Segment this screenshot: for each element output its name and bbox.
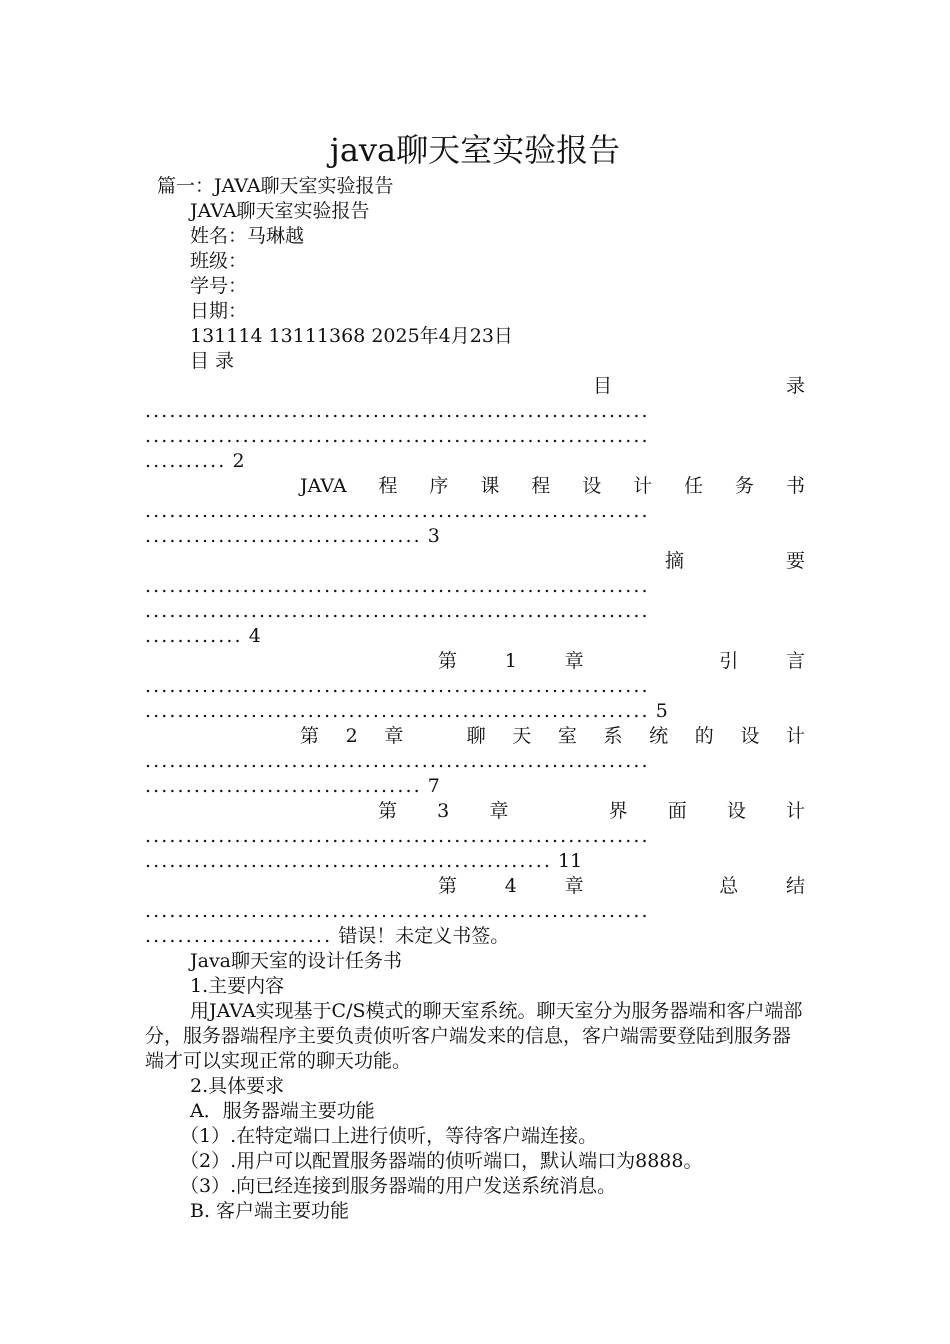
toc-dots-page: .................................. 7 <box>145 775 440 797</box>
toc-title-char: 目 <box>593 375 613 397</box>
toc-page-number: 2 <box>232 450 245 472</box>
student-id-line: 学号： <box>190 275 248 297</box>
toc-page-number: 4 <box>248 625 261 647</box>
toc-dots: .............................................................. <box>145 600 650 622</box>
toc-entry-title <box>593 374 805 399</box>
item-requirements: 2.具体要求 <box>190 1075 285 1097</box>
chapter-heading: 篇一：JAVA聊天室实验报告 <box>157 175 394 197</box>
date-line: 日期： <box>190 300 248 322</box>
item-server-functions: A．服务器端主要功能 <box>190 1100 375 1122</box>
toc-entry-title: 第 1 章 引 言 <box>438 650 805 672</box>
toc-dots: .............................................................. <box>145 575 650 597</box>
toc-title-char: 录 <box>785 375 805 397</box>
toc-entry-title: 第 2 章 聊 天 室 系 统 的 设 计 <box>300 725 805 747</box>
section-title: Java聊天室的设计任务书 <box>190 950 403 972</box>
item-client-functions: B. 客户端主要功能 <box>190 1200 350 1222</box>
toc-page-number: 11 <box>558 850 583 872</box>
name-line: 姓名：马琳越 <box>190 225 305 247</box>
toc-entry-title: 第 4 章 总 结 <box>438 875 805 897</box>
server-function-3: （3）.向已经连接到服务器端的用户发送系统消息。 <box>180 1175 617 1197</box>
report-title-line: JAVA聊天室实验报告 <box>190 200 370 222</box>
toc-page-number: 3 <box>427 525 440 547</box>
toc-page-number: 7 <box>427 775 440 797</box>
toc-entry-title: 摘 要 <box>665 550 805 572</box>
toc-dots: .............................................................. <box>145 900 650 922</box>
toc-dots-page: .............................................................. 5 <box>145 700 668 722</box>
document-title: java聊天室实验报告 <box>329 131 621 169</box>
toc-page-number: 错误！未定义书签。 <box>338 925 510 947</box>
server-function-1: （1）.在特定端口上进行侦听，等待客户端连接。 <box>180 1125 598 1147</box>
toc-dots-page: .................................................. 11 <box>145 850 583 872</box>
toc-dots-page: ....................... 错误！未定义书签。 <box>145 925 510 947</box>
toc-dots: .............................................................. <box>145 750 650 772</box>
paragraph-main-content: 用JAVA实现基于C/S模式的聊天室系统。聊天室分为服务器端和客户端部分，服务器端程序主要负责侦听客户端发来的信息，客户端需要登陆到服务器端才可以实现正常的聊天功能。 <box>145 1000 803 1072</box>
item-main-content: 1.主要内容 <box>190 975 285 997</box>
toc-dots: .............................................................. <box>145 825 650 847</box>
toc-entry-title: 第 3 章 界 面 设 计 <box>378 800 805 822</box>
id-date-values: 131114 13111368 2025年4月23日 <box>190 325 513 347</box>
toc-page-number: 5 <box>655 700 668 722</box>
toc-dots: .............................................................. <box>145 400 650 422</box>
toc-dots-page: ............ 4 <box>145 625 261 647</box>
toc-dots-page: .................................. 3 <box>145 525 440 547</box>
server-function-2: （2）.用户可以配置服务器端的侦听端口，默认端口为8888。 <box>180 1150 703 1172</box>
toc-dots: .............................................................. <box>145 675 650 697</box>
toc-dots: .............................................................. <box>145 500 650 522</box>
toc-entry-title: JAVA 程 序 课 程 设 计 任 务 书 <box>300 475 805 497</box>
toc-dots-page: .......... 2 <box>145 450 245 472</box>
toc-dots: .............................................................. <box>145 425 650 447</box>
toc-label: 目 录 <box>190 350 235 372</box>
class-line: 班级： <box>190 250 248 272</box>
